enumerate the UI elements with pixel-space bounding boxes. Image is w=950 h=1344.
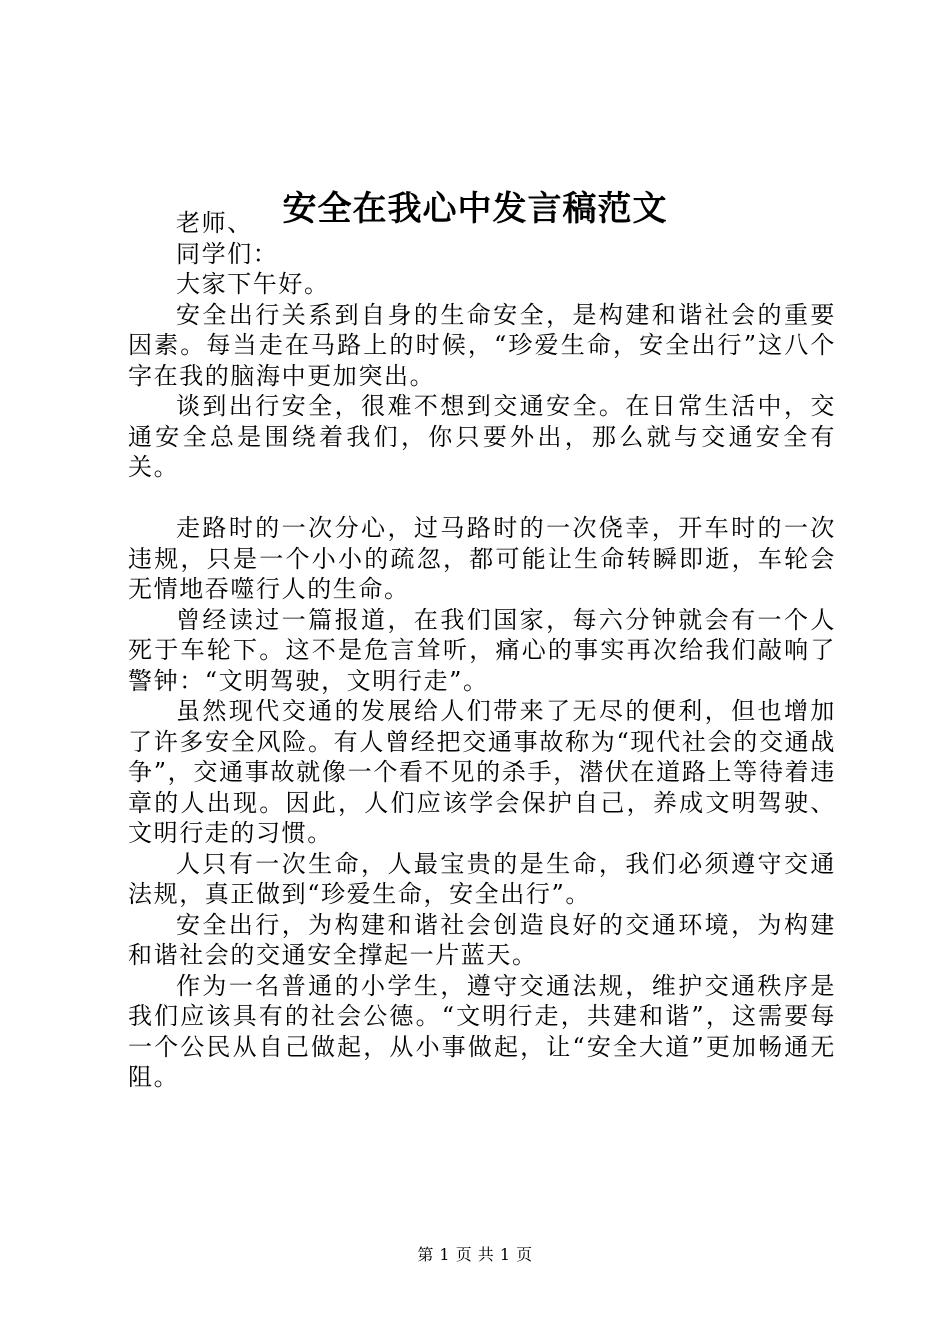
paragraph: 走路时的一次分心，过马路时的一次侥幸，开车时的一次违规，只是一个小小的疏忽，都可能让生命转瞬即逝，车轮会无情地吞噬行人的生命。 <box>128 514 836 603</box>
paragraph: 安全出行关系到自身的生命安全，是构建和谐社会的重要因素。每当走在马路上的时候，“珍爱生命，安全出行”这八个字在我的脑海中更加突出。 <box>128 300 836 390</box>
paragraph-spacer <box>128 483 836 514</box>
document-body <box>128 208 836 1093</box>
paragraph: 曾经读过一篇报道，在我们国家，每六分钟就会有一个人死于车轮下。这不是危言耸听，痛心的事实再次给我们敲响了警钟：“文明驾驶，文明行走”。 <box>128 605 836 695</box>
page-number-footer: 第 1 页 共 1 页 <box>417 1245 533 1264</box>
paragraph: 作为一名普通的小学生，遵守交通法规，维护交通秩序是我们应该具有的社会公德。“文明行走，共建和谐”，这需要每一个公民从自己做起，从小事做起，让“安全大道”更加畅通无阻。 <box>128 971 836 1091</box>
greeting-teachers: 老师、 <box>176 209 253 237</box>
paragraph: 安全出行，为构建和谐社会创造良好的交通环境，为构建和谐社会的交通安全撑起一片蓝天。 <box>128 910 836 969</box>
paragraph: 虽然现代交通的发展给人们带来了无尽的便利，但也增加了许多安全风险。有人曾经把交通事故称为“现代社会的交通战争”，交通事故就像一个看不见的杀手，潜伏在道路上等待着违章的人出现。因此，人们应该学会保护自己，养成文明驾驶、文明行走的习惯。 <box>128 697 836 847</box>
greeting-afternoon: 大家下午好。 <box>176 270 330 298</box>
paragraph: 谈到出行安全，很难不想到交通安全。在日常生活中，交通安全总是围绕着我们，你只要外出，那么就与交通安全有关。 <box>128 392 836 481</box>
paragraph: 人只有一次生命，人最宝贵的是生命，我们必须遵守交通法规，真正做到“珍爱生命，安全出行”。 <box>128 849 836 908</box>
greeting-students: 同学们： <box>176 239 279 268</box>
document-title: 安全在我心中发言稿范文 <box>282 189 668 229</box>
